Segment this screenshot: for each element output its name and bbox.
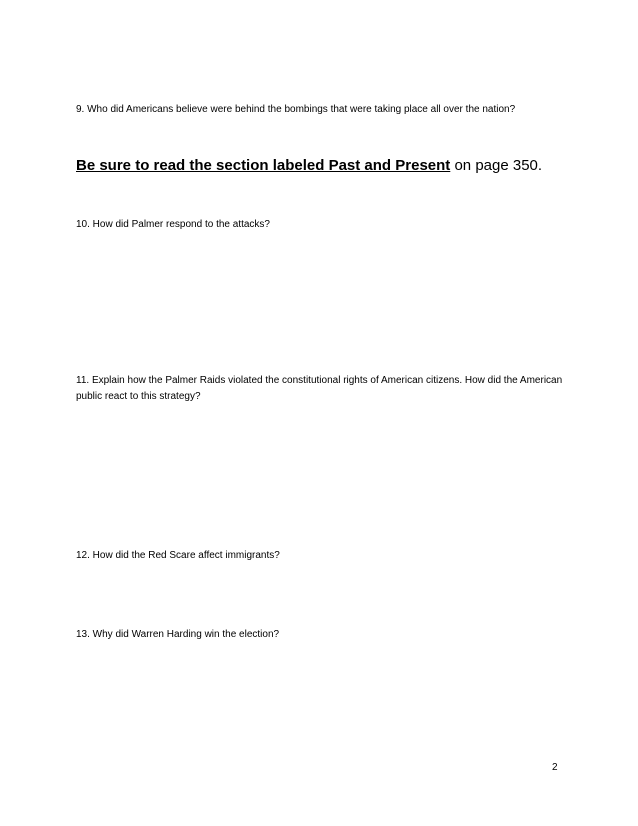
reading-note-rest: on page 350. xyxy=(450,157,543,174)
page-number: 2 xyxy=(552,762,558,773)
reading-note xyxy=(76,156,576,176)
question-9: 9. Who did Americans believe were behind the bombings that were taking place all over the nation? xyxy=(76,104,516,115)
reading-note-emphasis: Be sure to read the section labeled Past and Present xyxy=(76,157,451,174)
question-10: 10. How did Palmer respond to the attacks? xyxy=(76,219,270,230)
question-12: 12. How did the Red Scare affect immigrants? xyxy=(76,550,280,561)
question-11: 11. Explain how the Palmer Raids violated the constitutional rights of American citizens. How did the American public react to this strategy? xyxy=(76,375,563,402)
question-13: 13. Why did Warren Harding win the election? xyxy=(76,629,280,640)
